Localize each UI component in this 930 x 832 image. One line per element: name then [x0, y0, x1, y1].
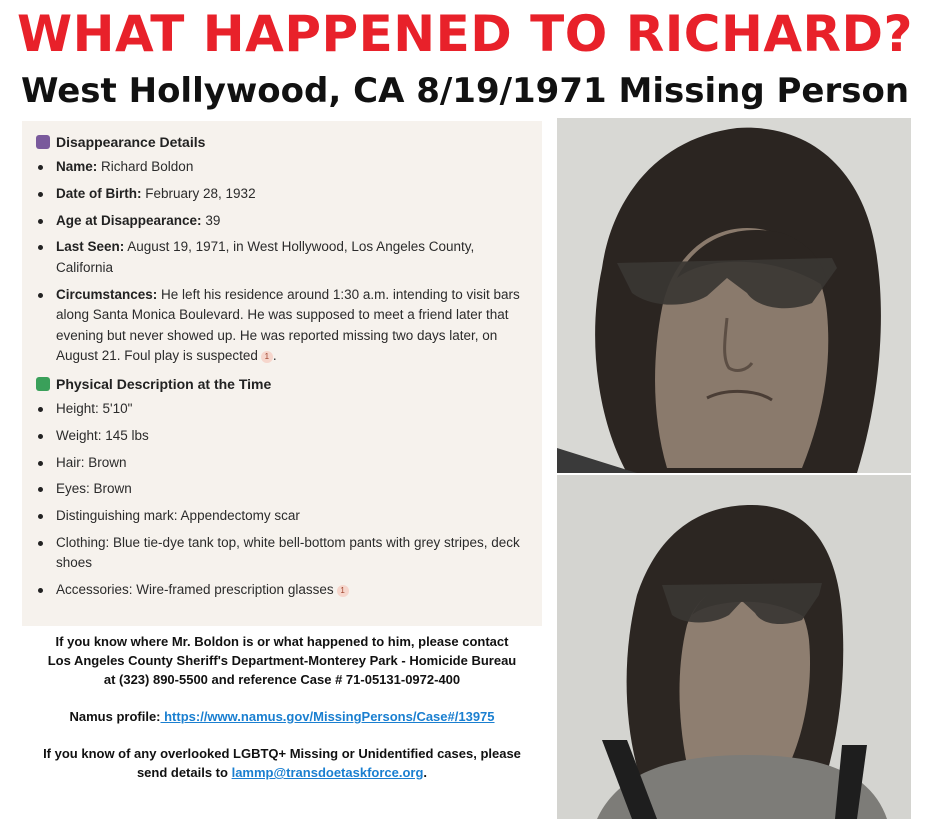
namus-link[interactable]: https://www.namus.gov/MissingPersons/Case#/13975 — [160, 709, 495, 724]
list-item: Age at Disappearance: 39 — [36, 211, 530, 232]
physical-heading — [36, 373, 530, 395]
list-item: Height: 5'10" — [36, 399, 530, 420]
disappearance-heading — [36, 131, 530, 153]
list-item: Eyes: Brown — [36, 479, 530, 500]
physical-list — [36, 399, 530, 601]
lgbt-line: If you know of any overlooked LGBTQ+ Missing or Unidentified cases, please — [43, 746, 521, 761]
list-item: Circumstances: He left his residence around 1:30 a.m. intending to visit bars along Santa Monica Boulevard. He was supposed to meet a friend later that evening but never showed up. He was reported missing two days later, on August 21. Foul play is suspected 1 . — [36, 285, 530, 367]
list-item: Distinguishing mark: Appendectomy scar — [36, 506, 530, 527]
lgbt-line: send details to lammp@transdoetaskforce.org. — [136, 765, 428, 780]
list-item: Name: Richard Boldon — [36, 157, 530, 178]
list-item: Last Seen: August 19, 1971, in West Hollywood, Los Angeles County, California — [36, 237, 530, 278]
portrait-photo-top — [557, 118, 911, 473]
disappearance-list — [36, 157, 530, 367]
contact-line: Los Angeles County Sheriff's Department-Monterey Park - Homicide Bureau — [47, 653, 517, 668]
physical-heading-text: Physical Description at the Time — [56, 375, 272, 392]
list-item: Clothing: Blue tie-dye tank top, white bell-bottom pants with grey stripes, deck shoes — [36, 533, 530, 574]
list-item: Weight: 145 lbs — [36, 426, 530, 447]
disappearance-heading-text: Disappearance Details — [56, 134, 206, 150]
list-item: Hair: Brown — [36, 453, 530, 474]
detective-icon — [36, 135, 50, 149]
email-link[interactable]: lammp@transdoetaskforce.org — [231, 765, 424, 780]
details-card — [22, 121, 542, 626]
list-item: Date of Birth: February 28, 1932 — [36, 184, 530, 205]
citation-badge[interactable]: 1 — [337, 585, 349, 597]
page-subtitle: West Hollywood, CA 8/19/1971 Missing Person — [20, 71, 910, 111]
contact-line: at (323) 890-5500 and reference Case # 71-05131-0972-400 — [103, 672, 461, 687]
contact-line: If you know where Mr. Boldon is or what happened to him, please contact — [55, 634, 509, 649]
contact-info — [22, 632, 542, 782]
list-item: Accessories: Wire-framed prescription glasses 1 — [36, 580, 530, 601]
portrait-photo-bottom — [557, 475, 911, 819]
page-title: WHAT HAPPENED TO RICHARD? — [16, 5, 914, 63]
namus-line: Namus profile: https://www.namus.gov/MissingPersons/Case#/13975 — [69, 709, 495, 724]
shirt-icon — [36, 377, 50, 391]
citation-badge[interactable]: 1 — [261, 351, 273, 363]
